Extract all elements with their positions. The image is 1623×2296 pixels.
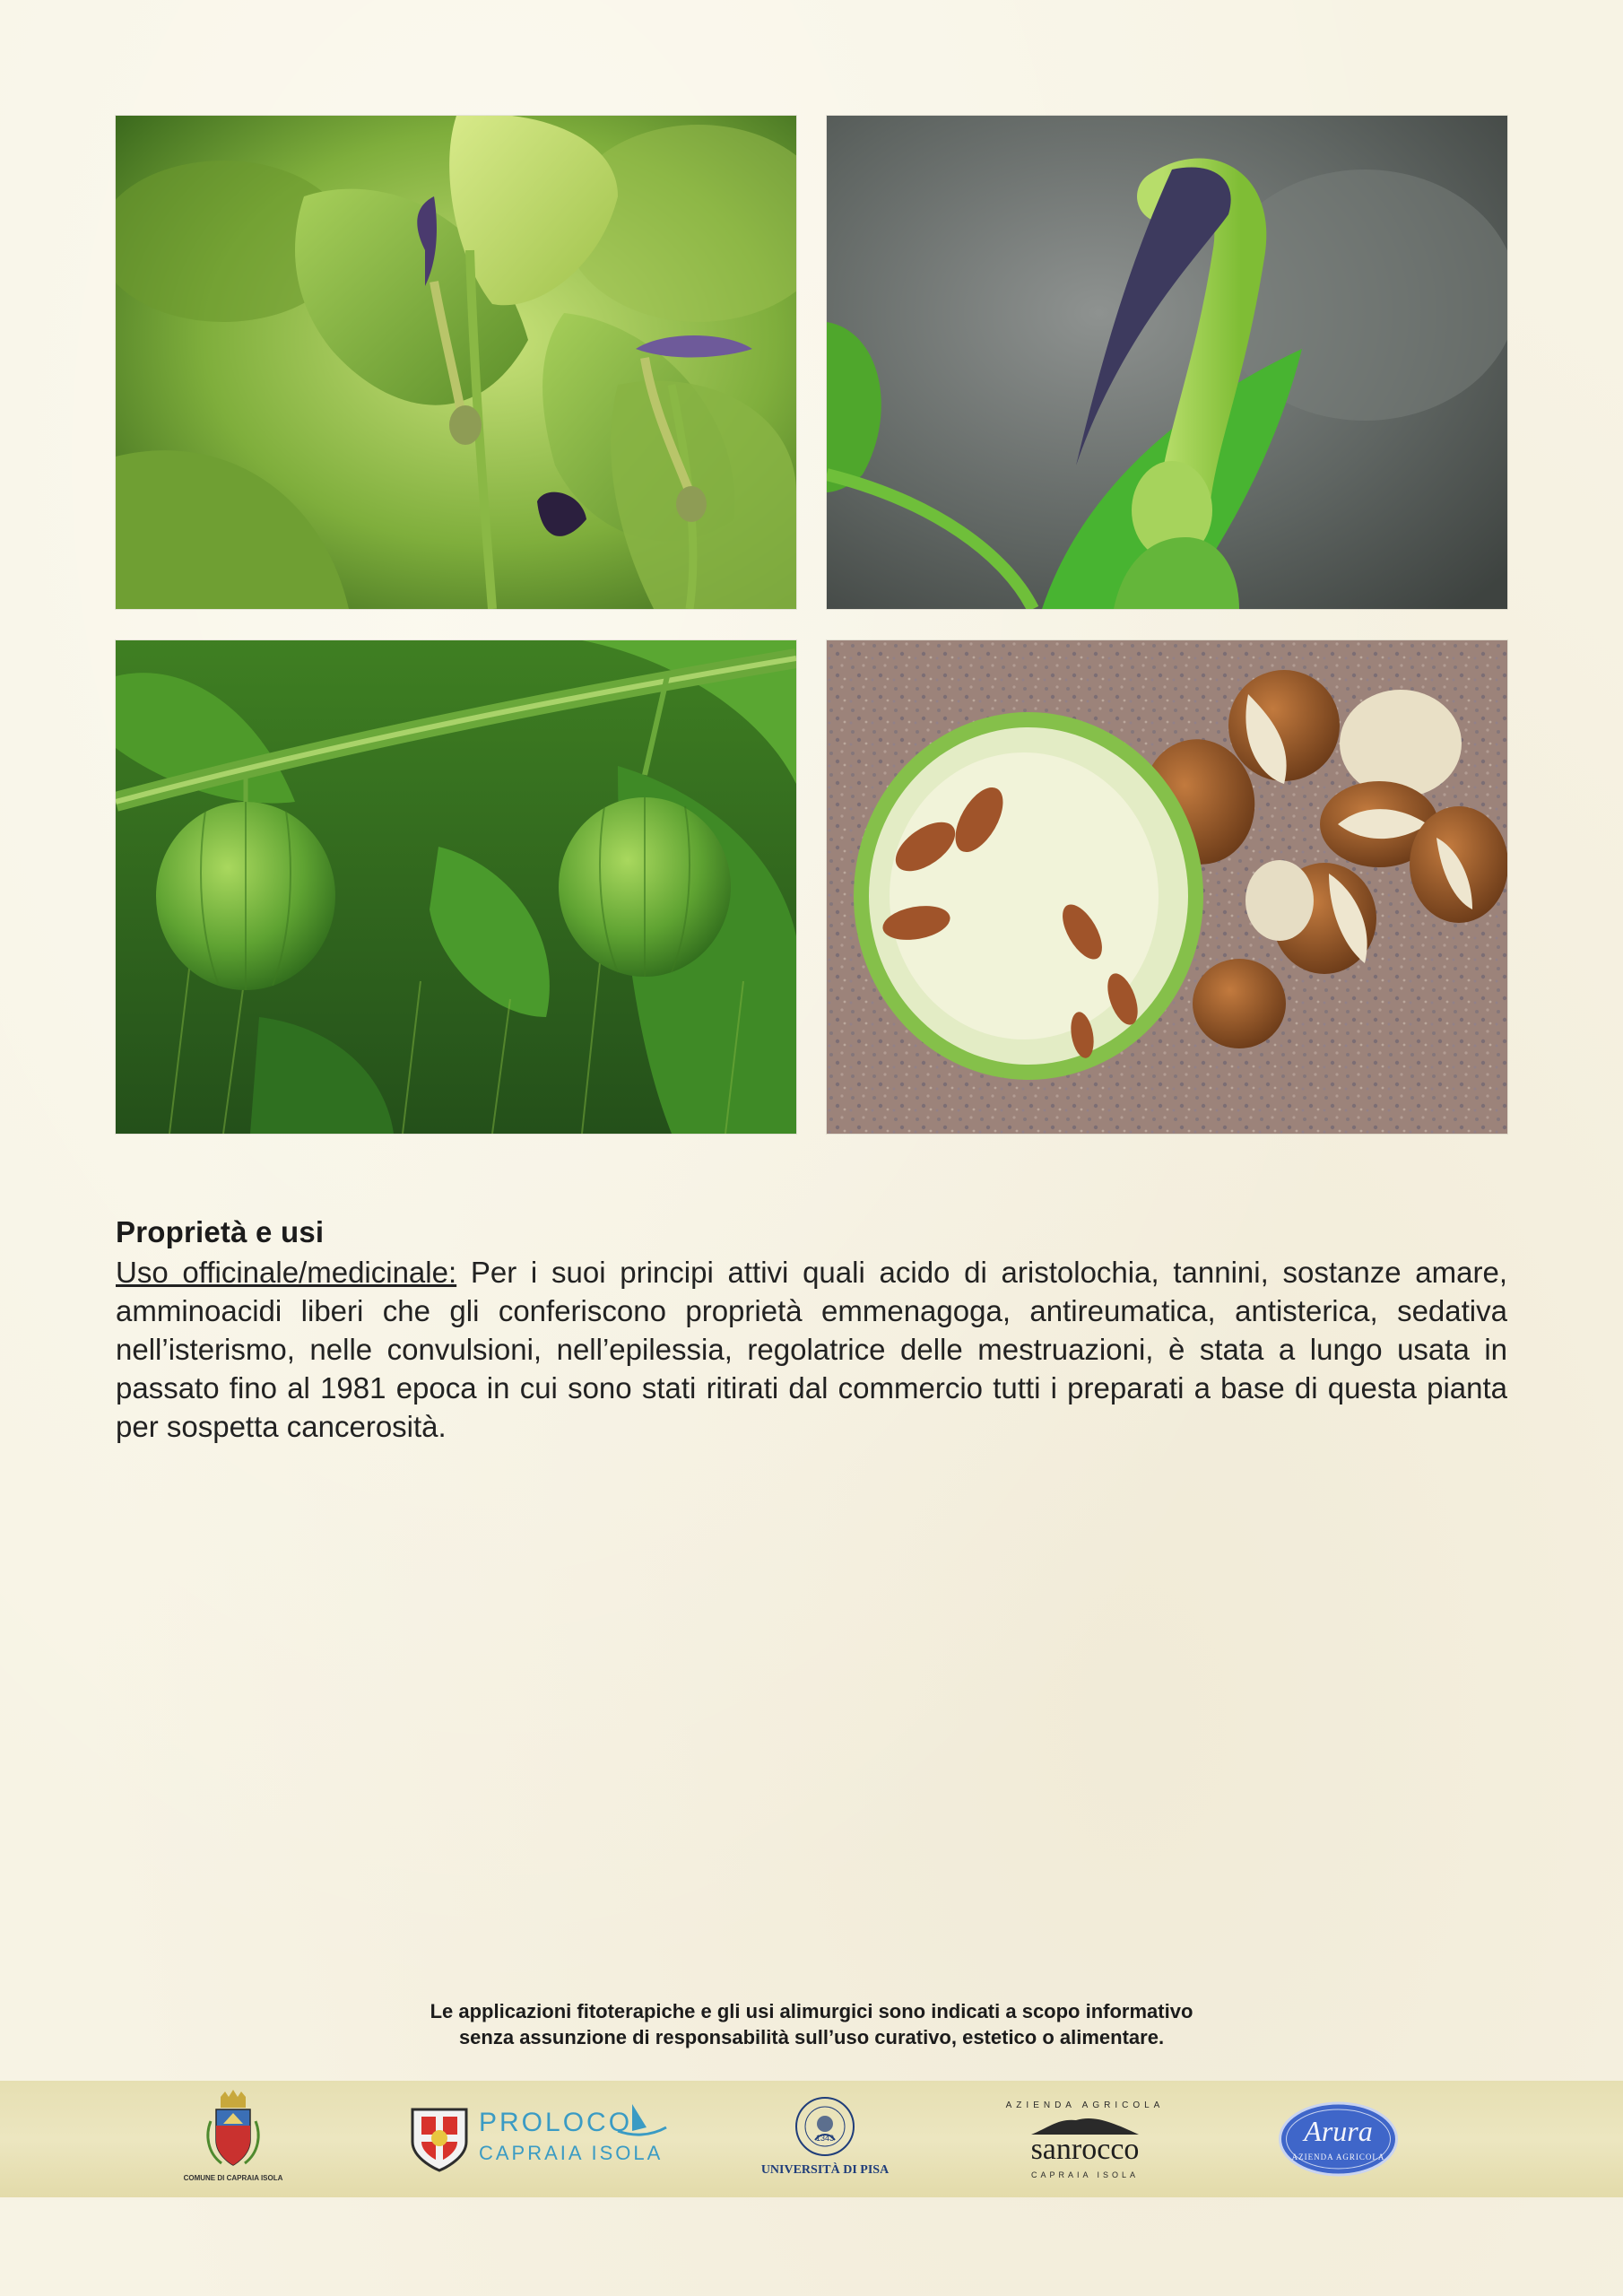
island-silhouette-icon [1031,2115,1139,2135]
sanrocco-place: CAPRAIA ISOLA [1030,2170,1140,2179]
arura-sub: AZIENDA AGRICOLA [1291,2152,1385,2161]
cut-fruit-image [827,640,1507,1134]
logo-comune [184,2081,282,2197]
section-title: Proprietà e usi [116,1215,325,1248]
photo-flower-closeup [827,116,1507,609]
section-body [116,1253,1507,1446]
comune-caption: COMUNE DI CAPRAIA ISOLA [183,2174,283,2182]
flowers-image [116,116,796,609]
flower-closeup-image [827,116,1507,609]
university-seal-icon [794,2095,856,2158]
logo-arura [1278,2081,1399,2197]
disclaimer [0,1998,1623,2050]
arura-name: Arura [1304,2115,1373,2147]
photo-cut-fruit [827,640,1507,1134]
properties-section [116,1215,1507,1446]
proloco-name: PROLOCO [479,2108,633,2137]
logo-university [758,2081,892,2197]
sponsor-logo-band [0,2081,1623,2197]
proloco-place: CAPRAIA ISOLA [479,2142,664,2164]
photo-flowers [116,116,796,609]
section-body-text: Per i suoi principi attivi quali acido di aristolochia, tannini, sostanze amare, amminoacidi liberi che gli conferiscono proprietà emmenagoga, antireumatica, antisterica, sedativa nell’isterismo, nelle convulsioni, nell’epilessia, regolatrice delle mestruazioni, è stata a lungo usata in passato fino al 1981 epoca in cui sono stati ritirati dal commercio tutti i preparati a base di questa pianta per sospetta cancerosità. [116,1256,1507,1443]
proloco-shield-icon [407,2104,472,2176]
disclaimer-line-2: senza assunzione di responsabilità sull’uso curativo, estetico o alimentare. [458,2026,1165,2048]
photo-fruits [116,640,796,1134]
disclaimer-line-1: Le applicazioni fitoterapiche e gli usi alimurgici sono indicati a scopo informativo [430,2000,1193,2022]
fruits-image [116,640,796,1134]
logo-sanrocco [1004,2081,1166,2197]
sanrocco-arc-text: AZIENDA AGRICOLA [1005,2100,1165,2110]
sanrocco-name: sanrocco [1030,2133,1140,2166]
section-label: Uso officinale/medicinale: [116,1256,457,1289]
university-caption: UNIVERSITÀ DI PISA [760,2163,890,2177]
logo-proloco [404,2081,673,2197]
university-year: 1343 [815,2134,835,2143]
